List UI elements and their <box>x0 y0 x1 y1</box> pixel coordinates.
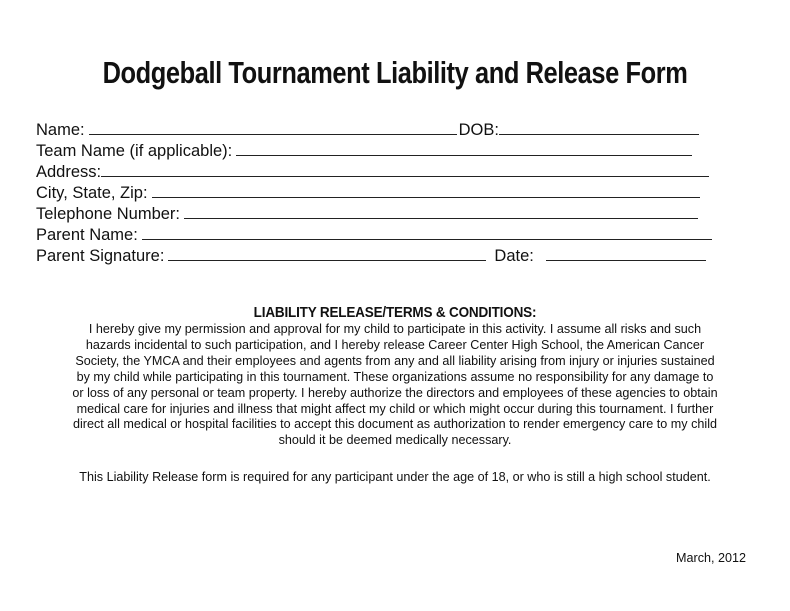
field-row-address <box>36 161 726 182</box>
address-label: Address: <box>36 163 102 181</box>
release-terms <box>30 322 760 449</box>
city-state-zip-field[interactable] <box>152 182 700 198</box>
field-row-team-name <box>36 140 726 161</box>
name-field[interactable] <box>89 119 457 135</box>
field-row-name <box>36 119 726 140</box>
address-field[interactable] <box>101 161 709 177</box>
age-requirement-notice: This Liability Release form is required for any participant under the age of 18, or who is still a high school student. <box>79 470 711 484</box>
form-title: Dodgeball Tournament Liability and Release Form <box>102 55 688 90</box>
release-line: I hereby give my permission and approval for my child to participate in this activity. I assume all risks and such <box>88 322 702 336</box>
city-state-zip-label: City, State, Zip: <box>36 184 148 202</box>
team-name-label: Team Name (if applicable): <box>36 142 233 160</box>
release-line: medical care for injuries and illness that might affect my child or which might occur during this tournament. I further <box>76 401 714 416</box>
dob-label: DOB: <box>458 121 499 139</box>
section-heading: LIABILITY RELEASE/TERMS & CONDITIONS: <box>253 304 537 321</box>
release-line: should it be deemed medically necessary. <box>278 433 512 448</box>
date-label: Date: <box>494 247 534 265</box>
release-line: hazards incidental to such participation, and I hereby release Career Center High School, the American Cancer <box>85 337 705 352</box>
parent-signature-field[interactable] <box>168 245 486 261</box>
participant-fields <box>36 119 726 266</box>
parent-name-field[interactable] <box>142 224 712 240</box>
dob-field[interactable] <box>499 119 699 135</box>
field-row-city-state-zip <box>36 182 726 203</box>
field-row-parent-name <box>36 224 726 245</box>
telephone-label: Telephone Number: <box>36 205 181 223</box>
release-line: by my child while participating in this tournament. These organizations assume no responsibility for any damage to <box>76 369 714 384</box>
field-row-parent-signature <box>36 245 726 266</box>
parent-signature-label: Parent Signature: <box>36 247 165 265</box>
release-line: Society, the YMCA and their employees and agents from any and all liability arising from injury or injuries sustained <box>75 353 715 368</box>
parent-name-label: Parent Name: <box>36 226 138 244</box>
name-label: Name: <box>36 121 85 139</box>
footer-date: March, 2012 <box>676 551 747 565</box>
telephone-field[interactable] <box>184 203 698 219</box>
release-line: direct all medical or hospital facilities to accept this document as authorization to render emergency care to my child <box>73 417 717 432</box>
field-row-telephone <box>36 203 726 224</box>
date-field[interactable] <box>546 245 706 261</box>
release-line: or loss of any personal or team property. I hereby authorize the directors and employees of these agencies to obtain <box>72 385 718 400</box>
team-name-field[interactable] <box>236 140 692 156</box>
